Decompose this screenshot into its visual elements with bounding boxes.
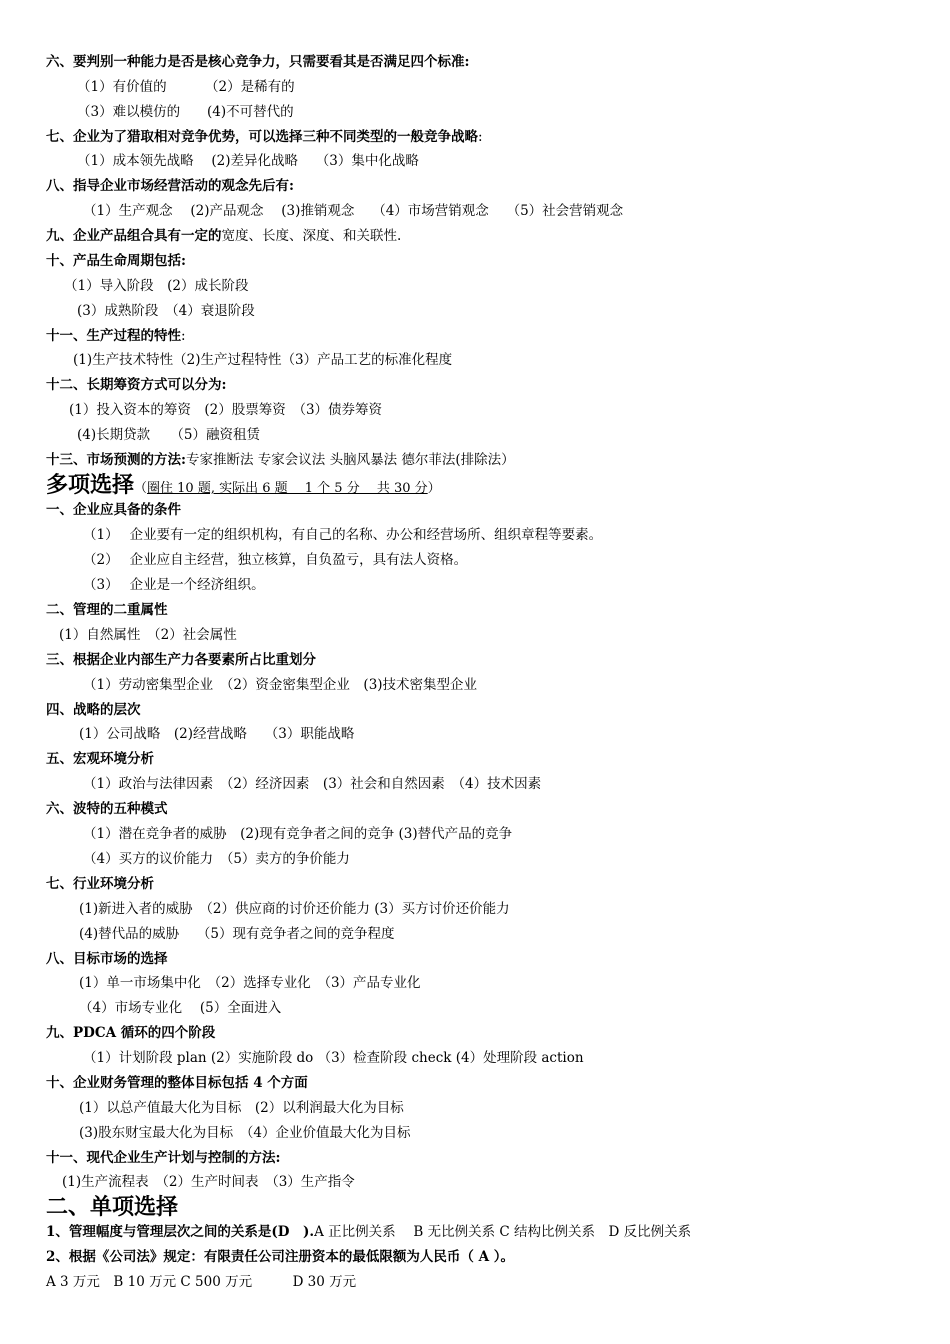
q13-text: 专家推断法 专家会议法 头脑风暴法 德尔菲法(排除法） xyxy=(185,452,515,468)
m-q3-title: 三、根据企业内部生产力各要素所占比重划分 xyxy=(46,652,316,668)
q10-options-2: (3）成熟阶段 （4）衰退阶段 xyxy=(77,303,255,319)
q11-title: 十一、生产过程的特性 xyxy=(46,328,181,344)
q13-title: 十三、市场预测的方法: xyxy=(46,452,186,468)
q9-line xyxy=(46,227,401,245)
m-q6-title: 六、波特的五种模式 xyxy=(46,801,168,817)
q12-title: 十二、长期筹资方式可以分为: xyxy=(46,377,227,393)
m-q8-options-2: （4）市场专业化 (5）全面进入 xyxy=(79,1000,282,1016)
m-q4-options: (1）公司战略 (2)经营战略 （3）职能战略 xyxy=(79,726,355,742)
m-q10-title: 十、企业财务管理的整体目标包括 4 个方面 xyxy=(46,1075,308,1091)
m-q11-title: 十一、现代企业生产计划与控制的方法: xyxy=(46,1150,281,1166)
multi-heading: 多项选择 xyxy=(46,472,135,498)
m-q9-title-suffix: 循环的四个阶段 xyxy=(116,1025,216,1041)
s-q2-question: 2、根据《公司法》规定：有限责任公司注册资本的最低限额为人民币（ A ）。 xyxy=(46,1249,515,1265)
s-q1-question: 1、管理幅度与管理层次之间的关系是(D ). xyxy=(46,1224,315,1240)
m-q1-item-3: （3） 企业是一个经济组织。 xyxy=(83,577,265,593)
m-q2-title: 二、管理的二重属性 xyxy=(46,602,168,618)
m-q8-options-1: (1）单一市场集中化 （2）选择专业化 （3）产品专业化 xyxy=(79,975,421,991)
s-q1-options: A 正比例关系 B 无比例关系 C 结构比例关系 D 反比例关系 xyxy=(314,1224,692,1240)
multi-note: 圈住 10 题, 实际出 6 题 1 个 5 分 共 30 分 xyxy=(147,481,428,496)
m-q2-options: (1）自然属性 （2）社会属性 xyxy=(59,627,237,643)
q10-options-1: （1）导入阶段 (2）成长阶段 xyxy=(64,278,249,294)
s-q2-options: A 3 万元 B 10 万元 C 500 万元 D 30 万元 xyxy=(46,1274,357,1290)
q8-options: （1）生产观念 (2)产品观念 (3)推销观念 （4）市场营销观念 （5）社会营销观念 xyxy=(83,203,624,219)
q6-option-2: （2）是稀有的 xyxy=(205,79,295,95)
m-q7-options-1: (1)新进入者的威胁 （2）供应商的讨价还价能力 (3）买方讨价还价能力 xyxy=(79,901,510,917)
q12-options-1: (1）投入资本的筹资 (2）股票筹资 （3）债券筹资 xyxy=(69,402,383,418)
m-q9-title-prefix: 九、 xyxy=(46,1025,73,1041)
q7-options: （1）成本领先战略 (2)差异化战略 （3）集中化战略 xyxy=(77,153,419,169)
m-q1-title: 一、企业应具备的条件 xyxy=(46,502,181,518)
m-q7-title: 七、行业环境分析 xyxy=(46,876,154,892)
m-q8-title: 八、目标市场的选择 xyxy=(46,951,168,967)
q10-title: 十、产品生命周期包括: xyxy=(46,253,186,269)
m-q10-options-1: (1）以总产值最大化为目标 (2）以利润最大化为目标 xyxy=(79,1100,404,1116)
q6-title: 六、要判别一种能力是否是核心竞争力，只需要看其是否满足四个标准: xyxy=(46,54,470,70)
multi-heading-line xyxy=(46,471,441,503)
multi-note-close: ） xyxy=(427,481,441,496)
q9-text: 宽度、长度、深度、和关联性. xyxy=(221,228,402,244)
m-q9-title xyxy=(46,1024,215,1042)
m-q5-title: 五、宏观环境分析 xyxy=(46,751,154,767)
q11-options: (1)生产技术特性（2)生产过程特性（3）产品工艺的标准化程度 xyxy=(73,352,453,368)
m-q6-options-2: （4）买方的议价能力 （5）卖方的争价能力 xyxy=(83,851,350,867)
m-q4-title: 四、战略的层次 xyxy=(46,702,141,718)
q12-options-2: (4)长期贷款 （5）融资租赁 xyxy=(77,427,260,443)
q7-line xyxy=(46,128,483,146)
q7-colon: : xyxy=(478,129,483,145)
m-q1-item-2: （2） 企业应自主经营，独立核算，自负盈亏，具有法人资格。 xyxy=(83,552,468,568)
m-q10-options-2: (3)股东财宝最大化为目标 （4）企业价值最大化为目标 xyxy=(79,1125,411,1141)
m-q6-options-1: （1）潜在竞争者的威胁 (2)现有竞争者之间的竞争 (3)替代产品的竞争 xyxy=(83,826,513,842)
q6-option-4: (4)不可替代的 xyxy=(207,104,294,120)
m-q9-title-pdca: PDCA xyxy=(73,1025,117,1041)
m-q9-options: （1）计划阶段 plan (2）实施阶段 do （3）检查阶段 check (4）处理阶段 action xyxy=(83,1050,584,1066)
m-q3-options: （1）劳动密集型企业 （2）资金密集型企业 (3)技术密集型企业 xyxy=(83,677,478,693)
s-q1-line xyxy=(46,1223,691,1241)
q11-colon: : xyxy=(181,328,186,344)
q13-line xyxy=(46,451,515,469)
q8-title: 八、指导企业市场经营活动的观念先后有: xyxy=(46,178,294,194)
q11-line xyxy=(46,327,186,345)
m-q7-options-2: (4)替代品的威胁 （5）现有竞争者之间的竞争程度 xyxy=(79,926,395,942)
q6-option-3: （3）难以模仿的 xyxy=(77,104,181,120)
multi-note-open: （ xyxy=(134,481,148,496)
q9-title: 九、企业产品组合具有一定的 xyxy=(46,228,222,244)
q6-option-1: （1）有价值的 xyxy=(77,79,167,95)
single-heading: 二、单项选择 xyxy=(46,1194,179,1220)
m-q5-options: （1）政治与法律因素 （2）经济因素 (3）社会和自然因素 （4）技术因素 xyxy=(83,776,542,792)
m-q11-options: (1)生产流程表 （2）生产时间表 （3）生产指令 xyxy=(62,1174,355,1190)
q7-title: 七、企业为了猎取相对竞争优势，可以选择三种不同类型的一般竞争战略 xyxy=(46,129,478,145)
m-q1-item-1: （1） 企业要有一定的组织机构，有自己的名称、办公和经营场所、组织章程等要素。 xyxy=(83,527,603,543)
